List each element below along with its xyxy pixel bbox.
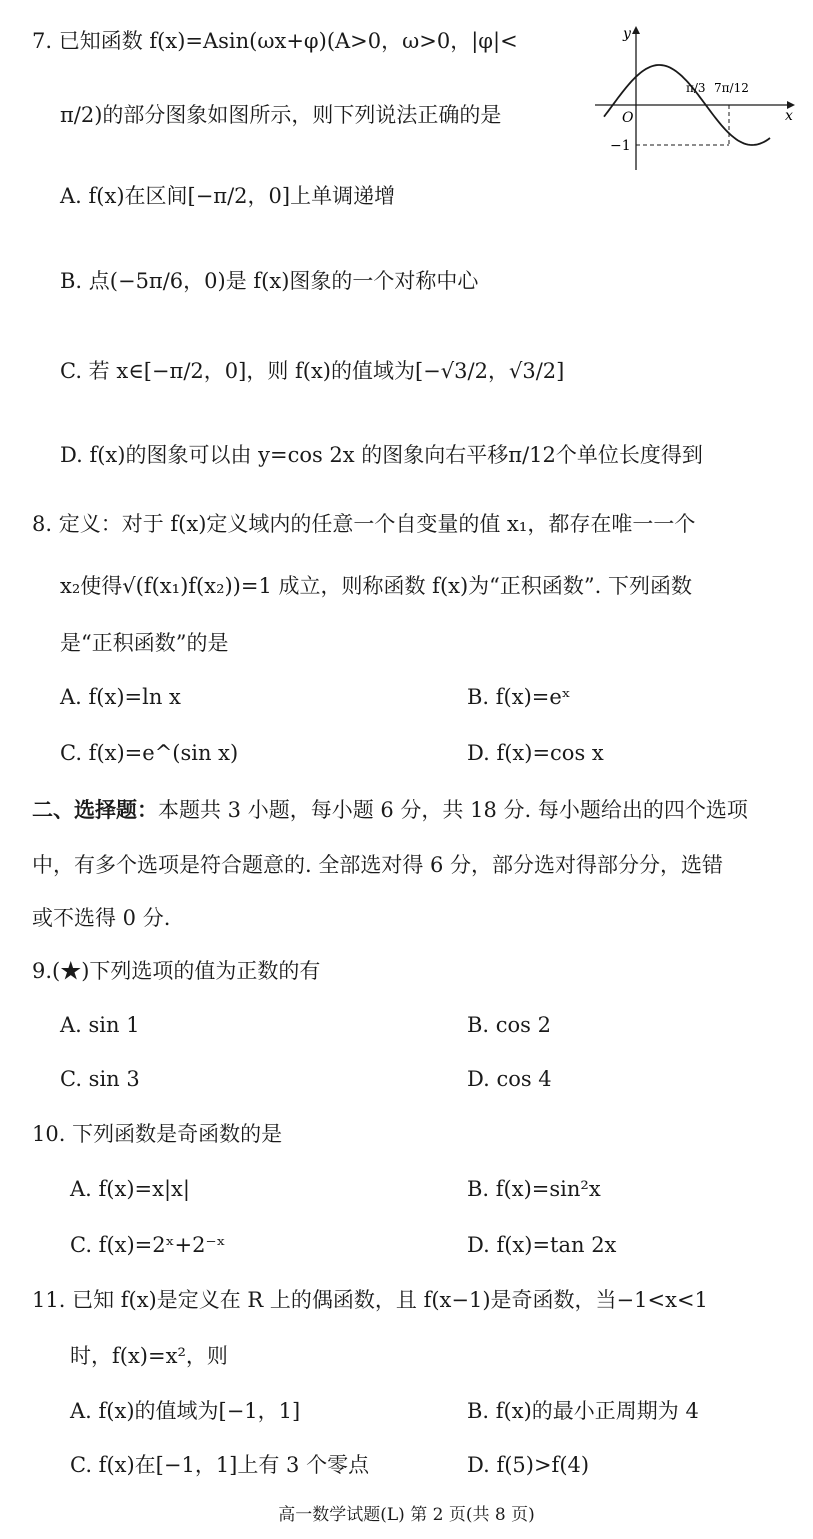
q7-option-a: A. f(x)在区间[−π/2，0]上单调递增 (60, 184, 396, 208)
q10-stem: 10. 下列函数是奇函数的是 (32, 1122, 283, 1146)
q7-tick-pi-3: π/3 (686, 81, 706, 95)
q7-x-axis-label: x (785, 108, 793, 124)
q8-stem-line1: 8. 定义：对于 f(x)定义域内的任意一个自变量的值 x₁，都存在唯一一个 (32, 512, 696, 536)
q9-option-b: B. cos 2 (467, 1013, 551, 1037)
q10-option-c: C. f(x)=2ˣ+2⁻ˣ (70, 1233, 226, 1257)
q7-stem-line1: 7. 已知函数 f(x)=Asin(ωx+φ)(A>0，ω>0，|φ|< (32, 29, 518, 53)
q7-option-b: B. 点(−5π/6，0)是 f(x)图象的一个对称中心 (60, 269, 479, 293)
q11-option-d: D. f(5)>f(4) (467, 1453, 590, 1477)
q7-tick-7pi-12: 7π/12 (714, 81, 749, 95)
q7-y-axis-label: y (623, 26, 631, 42)
q8-option-d: D. f(x)=cos x (467, 741, 604, 765)
q11-stem-line2: 时，f(x)=x²，则 (70, 1344, 228, 1368)
q8-option-c: C. f(x)=e^(sin x) (60, 741, 239, 765)
section2-line2: 中，有多个选项是符合题意的. 全部选对得 6 分，部分选对得部分分，选错 (32, 853, 724, 877)
q7-sine-graph (590, 20, 810, 180)
page-footer: 高一数学试题(L) 第 2 页(共 8 页) (278, 1505, 535, 1525)
q9-option-c: C. sin 3 (60, 1067, 140, 1091)
q8-stem-line2: x₂使得√(f(x₁)f(x₂))=1 成立，则称函数 f(x)为“正积函数”. 下列函数 (60, 574, 692, 598)
q7-stem-line2: π/2)的部分图象如图所示，则下列说法正确的是 (60, 103, 502, 127)
q8-option-b: B. f(x)=eˣ (467, 685, 571, 709)
q11-stem-line1: 11. 已知 f(x)是定义在 R 上的偶函数，且 f(x−1)是奇函数，当−1<x<1 (32, 1288, 708, 1312)
q7-option-d: D. f(x)的图象可以由 y=cos 2x 的图象向右平移π/12个单位长度得到 (60, 443, 703, 467)
q7-origin-label: O (622, 110, 634, 126)
section2-line1 (32, 795, 748, 825)
q11-option-b: B. f(x)的最小正周期为 4 (467, 1399, 699, 1423)
q8-stem-line3: 是“正积函数”的是 (60, 631, 229, 655)
section2-line1-text: 本题共 3 小题，每小题 6 分，共 18 分. 每小题给出的四个选项 (158, 798, 748, 822)
q10-option-d: D. f(x)=tan 2x (467, 1233, 617, 1257)
q9-stem: 9.(★)下列选项的值为正数的有 (32, 959, 321, 983)
q9-option-a: A. sin 1 (60, 1013, 140, 1037)
q10-option-a: A. f(x)=x|x| (70, 1177, 190, 1201)
q7-min-label: −1 (610, 138, 631, 154)
q11-option-c: C. f(x)在[−1，1]上有 3 个零点 (70, 1453, 370, 1477)
section2-title: 二、选择题： (32, 797, 158, 822)
q8-option-a: A. f(x)=ln x (60, 685, 181, 709)
q10-option-b: B. f(x)=sin²x (467, 1177, 601, 1201)
section2-line3: 或不选得 0 分. (32, 906, 171, 930)
q7-option-c: C. 若 x∈[−π/2，0]，则 f(x)的值域为[−√3/2，√3/2] (60, 359, 565, 383)
q11-option-a: A. f(x)的值域为[−1，1] (70, 1399, 301, 1423)
q9-option-d: D. cos 4 (467, 1067, 552, 1091)
